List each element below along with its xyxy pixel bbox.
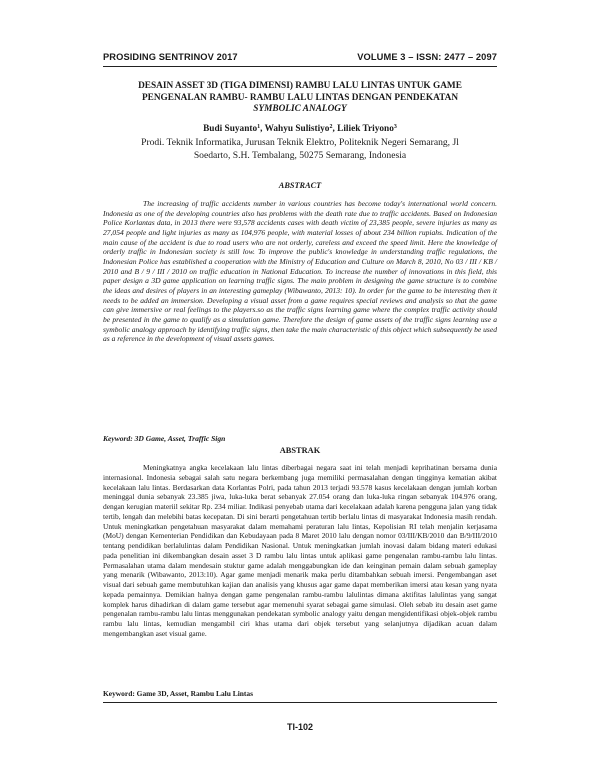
header-rule (103, 66, 497, 67)
author-1: Budi Suyanto (203, 124, 258, 134)
author-2-sup: 2 (329, 124, 333, 130)
author-list: Budi Suyanto$^1$, Wahyu Sulistiyo$^2$, Liliek Triyono$^3$ (203, 124, 397, 134)
abstrak-text: Meningkatnya angka kecelakaan lalu lintas diberbagai negara saat ini telah menjadi keprihatinan bersama dunia internasional. Indonesia sebagai salah satu negara berkembang juga memiliki permasalahan dengan tingginya kematian akibat kecelakaan lalu lintas. Berdasarkan data Korlantas Polri, pada tahun 2013 terjadi 93.578 kasus kecelakaan dengan jumlah korban meninggal dunia sebanyak 23.385 jiwa, luka-luka berat sebanyak 27.054 orang dan luka-luka ringan sebanyak 104.976 orang, dengan kerugian materiil sekitar Rp. 234 miliar. Indikasi penyebab utama dari kecelakaan adalah karena pengguna jalan yang tidak tertib, lengah dan melebihi batas kecepatan. Di sini berarti pengetahuan tertib berlalu lintas di masyarakat Indonesia masih rendah. Untuk meningkatkan pengetahuan masyarakat dalam memahami peraturan lalu lintas, Kepolisian RI telah menjalin kerjasama (MoU) dengan Kementerian Pendidikan dan Kebudayaan pada 8 Maret 2010 lalu dengan nomor 03/III/KB/2010 dan B/9/III/2010 tentang pendidikan berlalulintas dalam Pendidikan Nasional. Untuk meningkatkan jumlah inovasi dalam bidang materi edukasi pada penelitian ini dikembangkan desain asset 3 D rambu lalu lintas untuk aplikasi game pengenalan rambu-rambu lalu lintas. Permasalahan utama dalam mendesain stuktur game adalah menggabungkan ide dan keinginan pemain dalam sebuah gameplay yang menarik (Wibawanto, 2013:10). Agar game menjadi menarik maka perlu ditambahkan sebuah imersi. Pengembangan aset visual dari sebuah game membutuhkan kajian dan analisis yang khusus agar game dapat memberikan imersi atau kesan yang nyata kepada pemainnya. Demikian halnya dengan game pengenalan rambu-rambu lalulintas dimana aktifitas lalulintas yang sangat komplek harus dihadirkan di dalam game tersebut agar memenuhi syarat sebagai game simulasi. Oleh sebab itu desain aset game pengenalan rambu-rambu lalu lintas menggunakan pendekatan symbolic analogy yaitu dengan mengidentifikasi objek-objek rambu rambu lalu lintas, kemudian mengambil ciri khas utama dari objek tersebut yang selanjutnya dijadikan acuan dalam mengembangkan aset visual game. (103, 463, 497, 638)
author-2: Wahyu Sulistiyo (264, 124, 330, 134)
footer-rule (103, 702, 497, 703)
author-1-sup: 1 (257, 124, 261, 130)
page-number: TI-102 (286, 722, 313, 732)
volume-issn: VOLUME 3 – ISSN: 2477 – 2097 (357, 52, 497, 62)
title-line-1: DESAIN ASSET 3D (TIGA DIMENSI) RAMBU LALU LINTAS UNTUK GAME (138, 81, 462, 91)
affiliation-line-1: Prodi. Teknik Informatika, Jurusan Teknik Elektro, Politeknik Negeri Semarang, Jl (141, 137, 459, 148)
affiliation (103, 137, 497, 162)
author-3: Liliek Triyono (337, 124, 394, 134)
keywords-english: Keyword: 3D Game, Asset, Traffic Sign (103, 434, 226, 443)
abstrak-heading: ABSTRAK (279, 446, 321, 455)
affiliation-line-2: Soedarto, S.H. Tembalang, 50275 Semarang, Indonesia (193, 149, 407, 161)
proceedings-title: PROSIDING SENTRINOV 2017 (103, 52, 238, 62)
title-line-2: PENGENALAN RAMBU- RAMBU LALU LINTAS DENGAN PENDEKATAN (141, 92, 459, 103)
title-line-3: SYMBOLIC ANALOGY (253, 104, 347, 114)
abstract-text: The increasing of traffic accidents number in various countries has become today's international world concern. Indonesia as one of the developing countries also has problems with the death rate due to traffic accidents. Based on Indonesian Police Korlantas data, in 2013 there were 93,578 accidents cases with death victim of 23,385 people, severe injuries as many as 27,054 people and light injuries as many as 104,976 people, with material losses of about 234 billion rupiahs. Indication of the main cause of the accident is due to road users who are not orderly, careless and exceed the speed limit. Here the knowledge of orderly traffic in Indonesian society is still low. To improve the public's knowledge in understanding traffic regulations, the Indonesian Police has established a cooperation with the Ministry of Education and Culture on March 8, 2010, No 03 / III / KB / 2010 and B / 9 / III / 2010 on traffic education in National Education. To increase the number of innovations in this field, this paper design a 3D game application on learning traffic signs. The main problem in designing the game structure is to combine the ideas and desires of players in an interesting gameplay (Wibawanto, 2013: 10). In order for the game to be interesting then it needs to be added an immersion. Developing a visual asset from a game requires special reviews and analysis so that the game can give immersive or real feelings to the players.so as the traffic signs learning game where the complex traffic activity should be presented in the game to qualify as a simulation game. Therefore the design of game assets of the traffic signs learning use a symbolic analogy approach by identifying traffic signs, then take the main characteristic of this object which subsequently be used as a reference in the development of visual assets games. (103, 199, 497, 344)
abstract-heading: ABSTRACT (278, 181, 322, 190)
page-header (103, 52, 497, 62)
keywords-indonesian: Keyword: Game 3D, Asset, Rambu Lalu Lintas (103, 689, 253, 698)
author-3-sup: 3 (393, 124, 397, 130)
paper-title (103, 81, 497, 116)
